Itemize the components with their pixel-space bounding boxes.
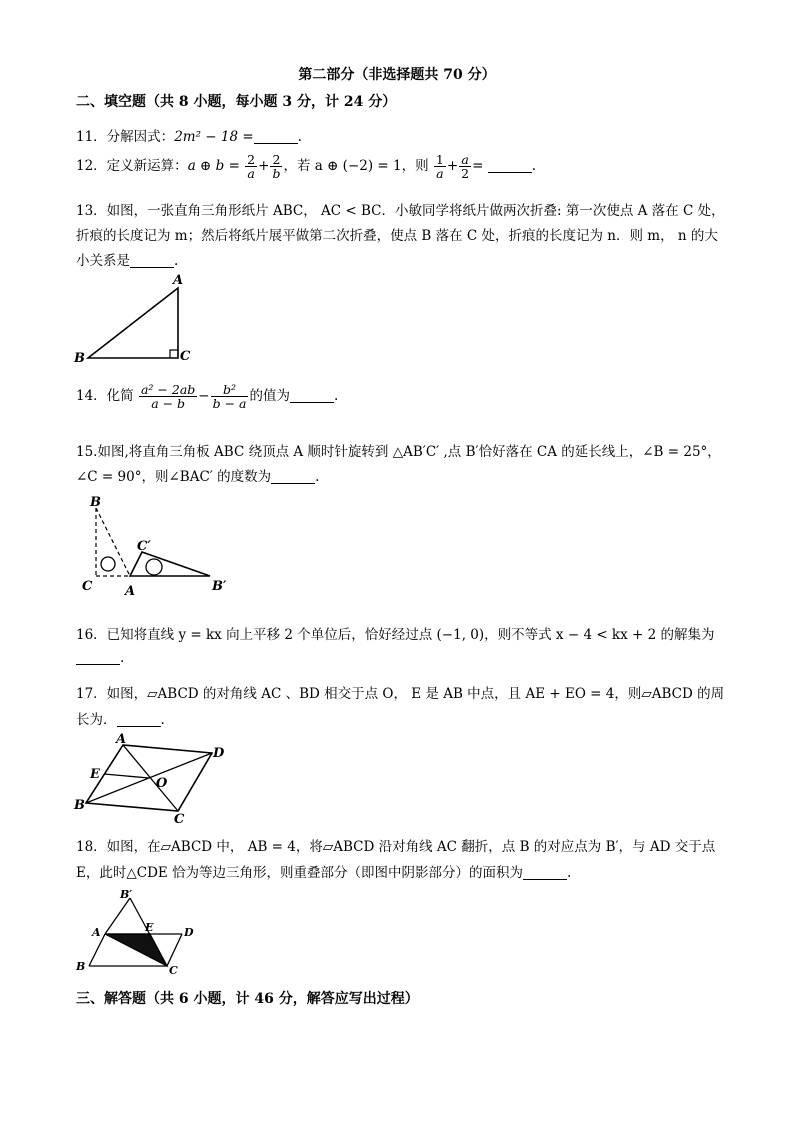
- section-title: 第二部分（非选择题共 70 分）: [298, 67, 496, 83]
- q12-fraction-3: $\frac{1}{a}$: [435, 152, 444, 182]
- figure-18-folded-parallelogram: [72, 886, 202, 978]
- q12-answer-blank[interactable]: [488, 158, 532, 173]
- q13-line-3: 小关系是 .: [76, 253, 179, 269]
- part3-heading: 三、解答题（共 6 小题，计 46 分，解答应写出过程）: [76, 991, 419, 1007]
- q16-answer-blank[interactable]: [76, 650, 120, 665]
- q12-prefix: 12．定义新运算：: [76, 158, 188, 175]
- q14-answer-blank[interactable]: [290, 388, 334, 403]
- q16-line-2: .: [76, 650, 124, 666]
- question-14: 14．化简 $\frac{\text{a² − 2ab}}{a - b}$ − $\frac{\text{b²}}{b - a}$ 的值为 .: [76, 382, 339, 412]
- fig15-label-a: A: [125, 584, 136, 599]
- q11-answer-blank[interactable]: [254, 129, 298, 144]
- fig18-label-d: D: [184, 926, 194, 939]
- q13-line-1: 13．如图，一张直角三角形纸片 ABC， AC < BC．小敏同学将纸片做两次折叠: 第一次使点 A 落在 C 处，: [76, 203, 725, 219]
- fig13-label-a: A: [173, 273, 184, 288]
- fig13-label-c: C: [180, 349, 191, 364]
- fig17-label-e: E: [90, 767, 100, 782]
- q11-expression: 2m² − 18 =: [174, 129, 254, 145]
- figure-17-parallelogram: [70, 733, 240, 823]
- figure-13-right-triangle: [70, 272, 200, 367]
- fig18-label-c: C: [169, 964, 178, 977]
- part2-heading: 二、填空题（共 8 小题，每小题 3 分，计 24 分）: [76, 94, 397, 110]
- q14-fraction-1: $\frac{\text{a² − 2ab}}{a - b}$: [140, 382, 196, 412]
- q12-fraction-4: $\frac{a}{2}$: [461, 152, 470, 182]
- question-11: [76, 125, 302, 145]
- fig15-label-c-prime: C′: [137, 539, 151, 554]
- q11-prefix: 11．分解因式：: [76, 129, 175, 145]
- q11-end: .: [297, 129, 302, 145]
- q16-line-1: 16．已知将直线 y = kx 向上平移 2 个单位后，恰好经过点 (−1, 0)，则不等式 x − 4 < kx + 2 的解集为: [76, 627, 715, 643]
- fig18-label-b: B: [76, 960, 86, 973]
- fig13-label-b: B: [74, 351, 85, 366]
- fig18-label-a: A: [92, 926, 101, 939]
- question-12: 12．定义新运算：a ⊕ b = $\frac{2}{a}$ + $\frac{2}{b}$ ，若 a ⊕ (−2) = 1，则 $\frac{1}{a}$ + $\frac{a}{2}$ = .: [76, 152, 537, 182]
- q14-fraction-2: $\frac{\text{b²}}{b - a}$: [212, 382, 247, 412]
- fig17-label-d: D: [213, 746, 225, 761]
- q15-line-1: 15.如图,将直角三角板 ABC 绕顶点 A 顺时针旋转到 △AB′C′ ,点 B′恰好落在 CA 的延长线上，∠B = 25°，: [76, 444, 721, 460]
- q13-answer-blank[interactable]: [130, 253, 174, 268]
- q18-answer-blank[interactable]: [523, 865, 567, 880]
- q17-answer-blank[interactable]: [117, 712, 161, 727]
- q12-fraction-2: $\frac{2}{b}$: [272, 152, 281, 182]
- q18-line-2: E，此时△CDE 恰为等边三角形，则重叠部分（即图中阴影部分）的面积为 .: [76, 865, 572, 881]
- figure-15-rotated-triangle: [74, 494, 244, 602]
- q12-condition: ，若 a ⊕ (−2) = 1，则: [283, 158, 429, 175]
- fig18-label-e: E: [145, 921, 154, 934]
- q17-line-1: 17．如图，▱ABCD 的对角线 AC 、BD 相交于点 O， E 是 AB 中点，且 AE + EO = 4，则▱ABCD 的周: [76, 686, 725, 702]
- fig17-label-b: B: [74, 798, 85, 813]
- fig17-label-o: O: [156, 776, 168, 791]
- fig17-label-c: C: [174, 812, 185, 823]
- fig15-label-c: C: [82, 579, 93, 594]
- q13-line-2: 折痕的长度记为 m；然后将纸片展平做第二次折叠，使点 B 落在 C 处，折痕的长度记为 n．则 m， n 的大: [76, 228, 718, 244]
- q18-line-1: 18．如图，在▱ABCD 中， AB = 4，将▱ABCD 沿对角线 AC 翻折，点 B 的对应点为 B′，与 AD 交于点: [76, 839, 716, 855]
- q12-fraction-1: $\frac{2}{a}$: [247, 152, 256, 182]
- fig18-label-b-prime: B′: [120, 888, 133, 901]
- fig15-label-b-prime: B′: [212, 579, 227, 594]
- q15-line-2: ∠C = 90°，则∠BAC′ 的度数为 .: [76, 469, 320, 485]
- q15-answer-blank[interactable]: [271, 469, 315, 484]
- fig15-label-b: B: [90, 495, 101, 510]
- fig17-label-a: A: [116, 733, 127, 747]
- q17-line-2: 长为． .: [76, 712, 165, 728]
- q12-lhs: a ⊕ b =: [187, 158, 240, 175]
